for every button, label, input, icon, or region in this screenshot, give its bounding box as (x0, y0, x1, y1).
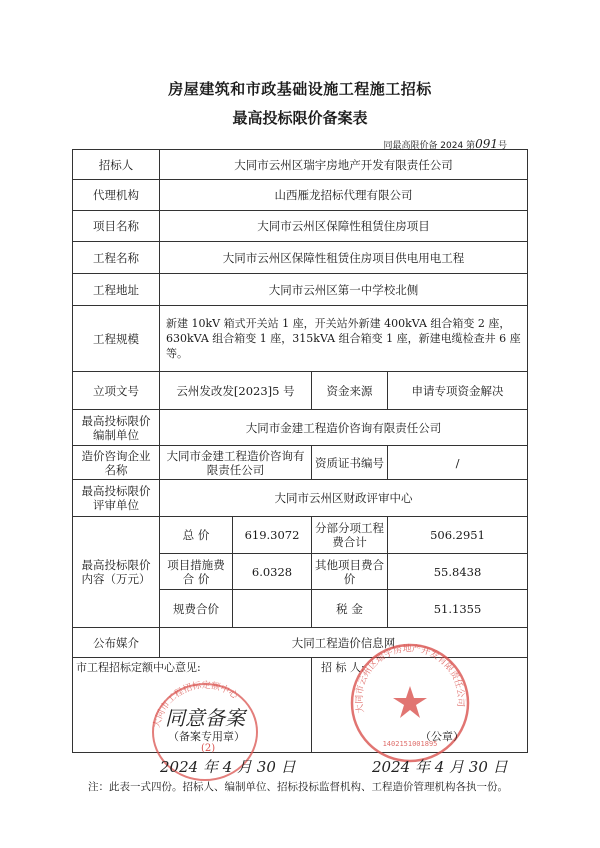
filing-seal-caption: （备案专用章） (168, 730, 245, 743)
row-project (73, 211, 528, 242)
approval-handwriting: 同意备案 (165, 706, 245, 730)
content-label: 最高投标限价内容（万元） (73, 517, 160, 628)
review-value: 大同市云州区财政评审中心 (160, 480, 528, 517)
media-value: 大同工程造价信息网 (160, 628, 528, 658)
footnote: 注：此表一式四份。招标人、编制单位、招标投标监督机构、工程造价管理机构各执一份。 (88, 781, 508, 793)
record-form-table (72, 149, 528, 753)
tenderer-seal-number: 1402151001895 (382, 740, 438, 748)
funds-value: 申请专项资金解决 (388, 372, 528, 410)
approval-label: 立项文号 (73, 372, 160, 410)
address-value: 大同市云州区第一中学校北侧 (160, 274, 528, 306)
row-compiler (73, 410, 528, 446)
subitem-label: 分部分项工程费合计 (312, 517, 388, 554)
filing-seal-ring-text: 大同市工程招标定额中心 (152, 680, 240, 729)
work-label: 工程名称 (73, 242, 160, 274)
consult-label: 造价咨询企业名称 (73, 446, 160, 480)
row-agency (73, 180, 528, 211)
tenderer-seal-ring-text: 大同市云州区瑞宇房地产开发有限责任公司 (354, 644, 466, 714)
tax-value: 51.1355 (388, 590, 528, 628)
row-review (73, 480, 528, 517)
right-date: 2024 年 4 月 30 日 (372, 758, 508, 776)
compiler-value: 大同市金建工程造价咨询有限责任公司 (160, 410, 528, 446)
tenderer-label: 招标人 (73, 150, 160, 180)
row-address (73, 274, 528, 306)
approval-value: 云州发改发[2023]5 号 (160, 372, 312, 410)
left-date: 2024 年 4 月 30 日 (160, 758, 296, 776)
cert-value: / (388, 446, 528, 480)
fee-label: 规费合价 (160, 590, 233, 628)
media-label: 公布媒介 (73, 628, 160, 658)
consult-value: 大同市金建工程造价咨询有限责任公司 (160, 446, 312, 480)
measures-value: 6.0328 (233, 554, 312, 590)
record-number-prefix: 同最高限价备 2024 第 (383, 141, 476, 151)
other-label: 其他项目费合 价 (312, 554, 388, 590)
title-line-1: 房屋建筑和市政基础设施工程施工招标 (168, 80, 432, 98)
tenderer-seal-caption: （公章） (420, 730, 464, 743)
project-label: 项目名称 (73, 211, 160, 242)
right-signature-title: 招 标 人: (321, 661, 365, 674)
funds-label: 资金来源 (312, 372, 388, 410)
agency-value: 山西雁龙招标代理有限公司 (160, 180, 528, 211)
fee-value (233, 590, 312, 628)
compiler-label: 最高投标限价编制单位 (73, 410, 160, 446)
subitem-value: 506.2951 (388, 517, 528, 554)
total-value: 619.3072 (233, 517, 312, 554)
tax-label: 税 金 (312, 590, 388, 628)
measures-label: 项目措施费合 价 (160, 554, 233, 590)
row-media (73, 628, 528, 658)
left-signature-title: 市工程招标定额中心意见: (76, 661, 201, 674)
filing-seal-number: (2) (201, 743, 216, 754)
other-value: 55.8438 (388, 554, 528, 590)
total-label: 总 价 (160, 517, 233, 554)
scale-label: 工程规模 (73, 306, 160, 372)
scale-value: 新建 10kV 箱式开关站 1 座，开关站外新建 400kVA 组合箱变 2 座，630kVA 组合箱变 1 座，315kVA 组合箱变 1 座，新建电缆检查井 6 座等。 (160, 306, 528, 372)
row-tenderer (73, 150, 528, 180)
work-value: 大同市云州区保障性租赁住房项目供电用电工程 (160, 242, 528, 274)
review-label: 最高投标限价评审单位 (73, 480, 160, 517)
project-value: 大同市云州区保障性租赁住房项目 (160, 211, 528, 242)
row-consult (73, 446, 528, 480)
cert-label: 资质证书编号 (312, 446, 388, 480)
tenderer-value: 大同市云州区瑞宇房地产开发有限责任公司 (160, 150, 528, 180)
row-work (73, 242, 528, 274)
record-number-suffix: 号 (497, 141, 507, 151)
title-line-2: 最高投标限价备案表 (232, 109, 368, 127)
record-number-handwritten: 091 (475, 137, 498, 151)
row-scale (73, 306, 528, 372)
agency-label: 代理机构 (73, 180, 160, 211)
row-total (73, 517, 528, 554)
address-label: 工程地址 (73, 274, 160, 306)
row-approval (73, 372, 528, 410)
